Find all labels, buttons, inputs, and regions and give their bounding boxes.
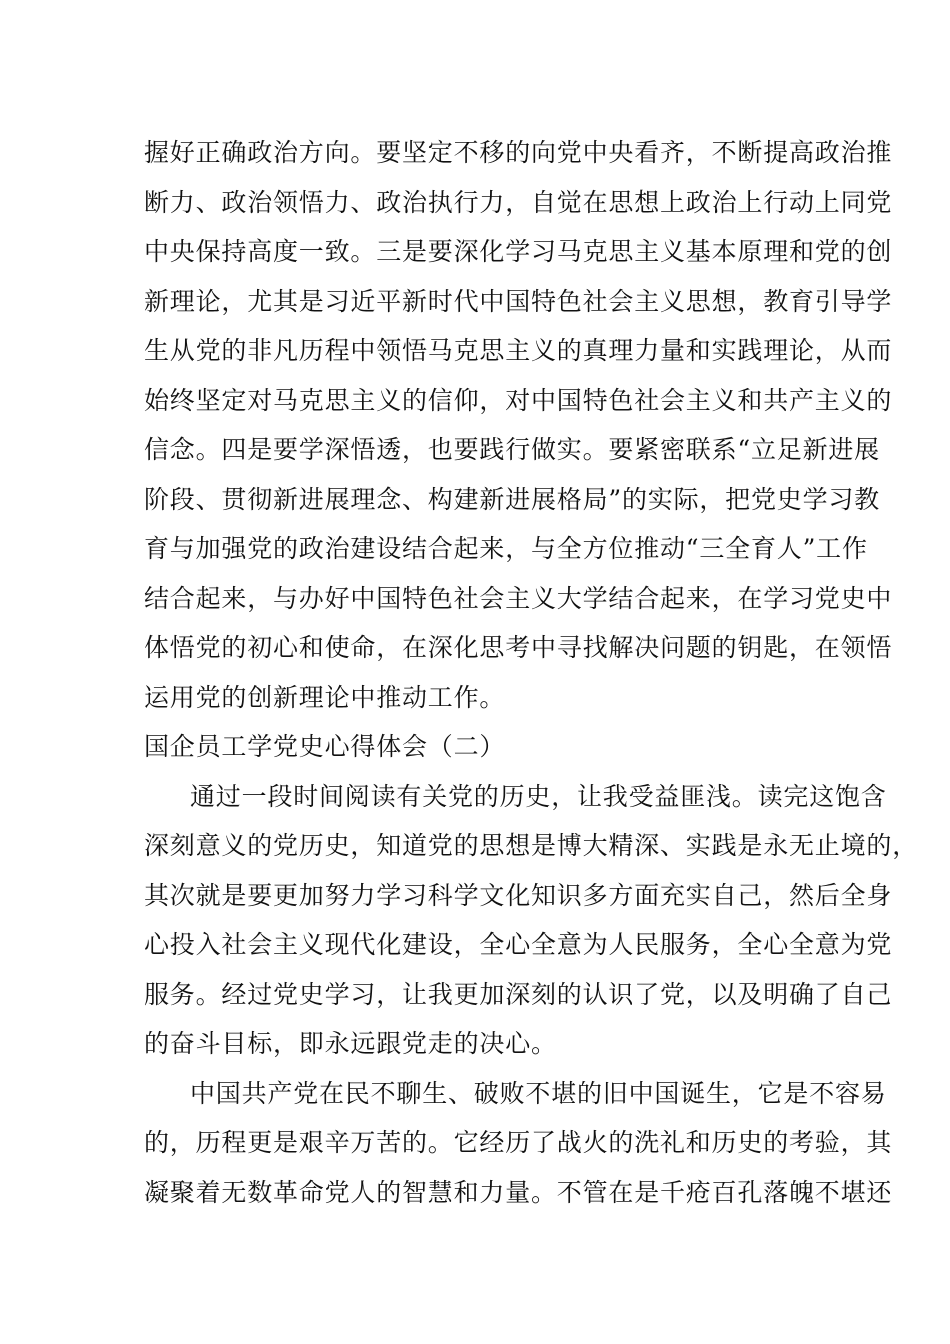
body-line: 新理论，尤其是习近平新时代中国特色社会主义思想，教育引导学 [144,286,893,316]
body-line: 握好正确政治方向。要坚定不移的向党中央看齐，不断提高政治推 [144,138,893,167]
body-line: 的，历程更是艰辛万苦的。它经历了战火的洗礼和历史的考验，其 [144,1128,893,1157]
body-line: 阶段、贯彻新进展理念、构建新进展格局”的实际，把党史学习教 [144,484,880,514]
document-body [144,128,919,1217]
body-line: 断力、政治领悟力、政治执行力，自觉在思想上政治上行动上同党 [144,187,893,217]
body-line: 凝聚着无数革命党人的智慧和力量。不管在是千疮百孔落魄不堪还 [144,1177,893,1207]
body-line: 育与加强党的政治建设结合起来，与全方位推动“三全育人”工作 [144,534,868,563]
body-line: 信念。四是要学深悟透，也要践行做实。要紧密联系“立足新进展 [144,435,880,464]
body-line: 服务。经过党史学习，让我更加深刻的认识了党，以及明确了自己 [144,979,893,1009]
body-line: 运用党的创新理论中推动工作。 [144,682,506,712]
paragraph-first-line: 通过一段时间阅读有关党的历史，让我受益匪浅。读完这饱含 [190,781,887,811]
body-line: 深刻意义的党历史，知道党的思想是博大精深、实践是永无止境的， [144,831,919,860]
body-line: 生从党的非凡历程中领悟马克思主义的真理力量和实践理论，从而 [144,336,893,365]
body-line: 体悟党的初心和使命，在深化思考中寻找解决问题的钥匙，在领悟 [144,633,893,662]
section-title: 国企员工学党史心得体会（二） [144,732,506,761]
body-line: 中央保持高度一致。三是要深化学习马克思主义基本原理和党的创 [144,237,893,266]
body-line: 结合起来，与办好中国特色社会主义大学结合起来，在学习党史中 [144,583,893,613]
paragraph-first-line: 中国共产党在民不聊生、破败不堪的旧中国诞生，它是不容易 [190,1078,887,1108]
body-line: 心投入社会主义现代化建设，全心全意为人民服务，全心全意为党 [144,930,893,959]
body-line: 始终坚定对马克思主义的信仰，对中国特色社会主义和共产主义的 [144,385,893,415]
body-line: 的奋斗目标，即永远跟党走的决心。 [144,1029,557,1058]
body-line: 其次就是要更加努力学习科学文化知识多方面充实自己，然后全身 [144,880,893,910]
